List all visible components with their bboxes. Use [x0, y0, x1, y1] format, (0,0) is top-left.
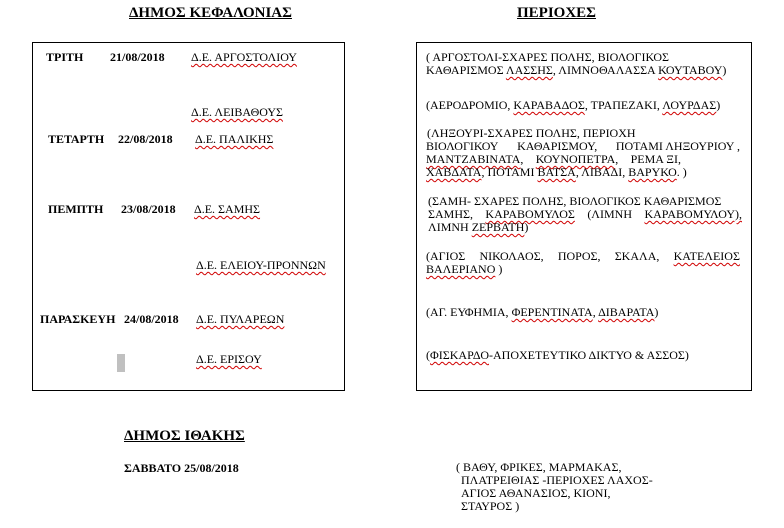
date-label: 23/08/2018: [121, 202, 176, 216]
area-line: (ΣΑΜΗ- ΣΧΑΡΕΣ ΠΟΛΗΣ, ΒΙΟΛΟΓΙΚΟΣ ΚΑΘΑΡΙΣΜΟΣ: [428, 194, 722, 208]
area-line: (ΦΙΣΚΑΡΔΟ-ΑΠΟΧΕΤΕΥΤΙΚΟ ΔΙΚΤΥΟ & ΑΣΣΟΣ): [426, 348, 689, 362]
unit-label: Δ.Ε. ΣΑΜΗΣ: [194, 202, 261, 216]
area-line: ΛΙΜΝΗ ΖΕΡΒΑΤΗ): [428, 220, 529, 234]
unit-label: Δ.Ε. ΠΑΛΙΚΗΣ: [195, 132, 274, 146]
area-line: ΚΑΘΑΡΙΣΜΟΣ ΛΑΣΣΗΣ, ΛΙΜΝΟΘΑΛΑΣΣΑ ΚΟΥΤΑΒΟΥ): [426, 63, 727, 77]
unit-label: Δ.Ε. ΕΛΕΙΟΥ-ΠΡΟΝΝΩΝ: [196, 258, 326, 272]
ithaki-area-line: ΠΛΑΤΡΕΙΘΙΑΣ -ΠΕΡΙΟΧΕΣ ΛΑΧΟΣ-: [461, 473, 653, 487]
area-line: (ΑΕΡΟΔΡΟΜΙΟ, ΚΑΡΑΒΑΔΟΣ, ΤΡΑΠΕΖΑΚΙ, ΛΟΥΡΔΑΣ): [426, 98, 721, 112]
day-label: ΤΡΙΤΗ: [46, 50, 84, 64]
area-line: (ΑΓ. ΕΥΦΗΜΙΑ, ΦΕΡΕΝΤΙΝΑΤΑ, ΔΙΒΑΡΑΤΑ): [426, 305, 659, 319]
area-line: (ΛΗΞΟΥΡΙ-ΣΧΑΡΕΣ ΠΟΛΗΣ, ΠΕΡΙΟΧΗ: [427, 126, 636, 140]
heading-perioxes: ΠΕΡΙΟΧΕΣ: [517, 5, 596, 21]
area-line: ΣΑΜΗΣ, ΚΑΡΑΒΟΜΥΛΟΣ (ΛΙΜΝΗ ΚΑΡΑΒΟΜΥΛΟΥ),: [428, 207, 742, 221]
area-line: ΒΑΛΕΡΙΑΝΟ ): [426, 262, 503, 276]
ithaki-area-line: ΑΓΙΟΣ ΑΘΑΝΑΣΙΟΣ, ΚΙΟΝΙ,: [461, 486, 611, 500]
ithaki-day-date: ΣΑΒΒΑΤΟ 25/08/2018: [124, 461, 239, 475]
day-label: ΤΕΤΑΡΤΗ: [48, 132, 105, 146]
heading-kefalonia: ΔΗΜΟΣ ΚΕΦΑΛΟΝΙΑΣ: [129, 5, 292, 21]
heading-ithaki: ΔΗΜΟΣ ΙΘΑΚΗΣ: [124, 428, 245, 444]
date-label: 22/08/2018: [118, 132, 173, 146]
unit-label: Δ.Ε. ΛΕΙΒΑΘΟΥΣ: [191, 105, 283, 119]
day-label: ΠΕΜΠΤΗ: [48, 202, 104, 216]
area-line: ΜΑΝΤΖΑΒΙΝΑΤΑ, ΚΟΥΝΟΠΕΤΡΑ, ΡΕΜΑ ΞΙ,: [426, 152, 681, 166]
ithaki-area-line: ( ΒΑΘΥ, ΦΡΙΚΕΣ, ΜΑΡΜΑΚΑΣ,: [456, 460, 622, 474]
date-label: 24/08/2018: [124, 312, 179, 326]
area-line: ( ΑΡΓΟΣΤΟΛΙ-ΣΧΑΡΕΣ ΠΟΛΗΣ, ΒΙΟΛΟΓΙΚΟΣ: [426, 50, 669, 64]
unit-label: Δ.Ε. ΑΡΓΟΣΤΟΛΙΟΥ: [191, 50, 297, 64]
ithaki-area-line: ΣΤΑΥΡΟΣ ): [461, 499, 520, 513]
date-label: 21/08/2018: [110, 50, 165, 64]
area-line: ΧΑΒΔΑΤΑ, ΠΟΤΑΜΙ ΒΑΤΣΑ, ΛΙΒΑΔΙ, ΒΑΡΥΚΟ. ): [426, 165, 687, 179]
area-line: ΒΙΟΛΟΓΙΚΟΥ ΚΑΘΑΡΙΣΜΟΥ, ΠΟΤΑΜΙ ΛΗΞΟΥΡΙΟΥ ,: [426, 139, 740, 153]
unit-label: Δ.Ε. ΕΡΙΣΟΥ: [196, 352, 262, 366]
area-line: (ΑΓΙΟΣ ΝΙΚΟΛΑΟΣ, ΠΟΡΟΣ, ΣΚΑΛΑ, ΚΑΤΕΛΕΙΟΣ: [426, 249, 740, 263]
unit-label: Δ.Ε. ΠΥΛΑΡΕΩΝ: [196, 312, 285, 326]
gray-marker: [117, 354, 125, 372]
day-label: ΠΑΡΑΣΚΕΥΗ: [40, 312, 116, 326]
